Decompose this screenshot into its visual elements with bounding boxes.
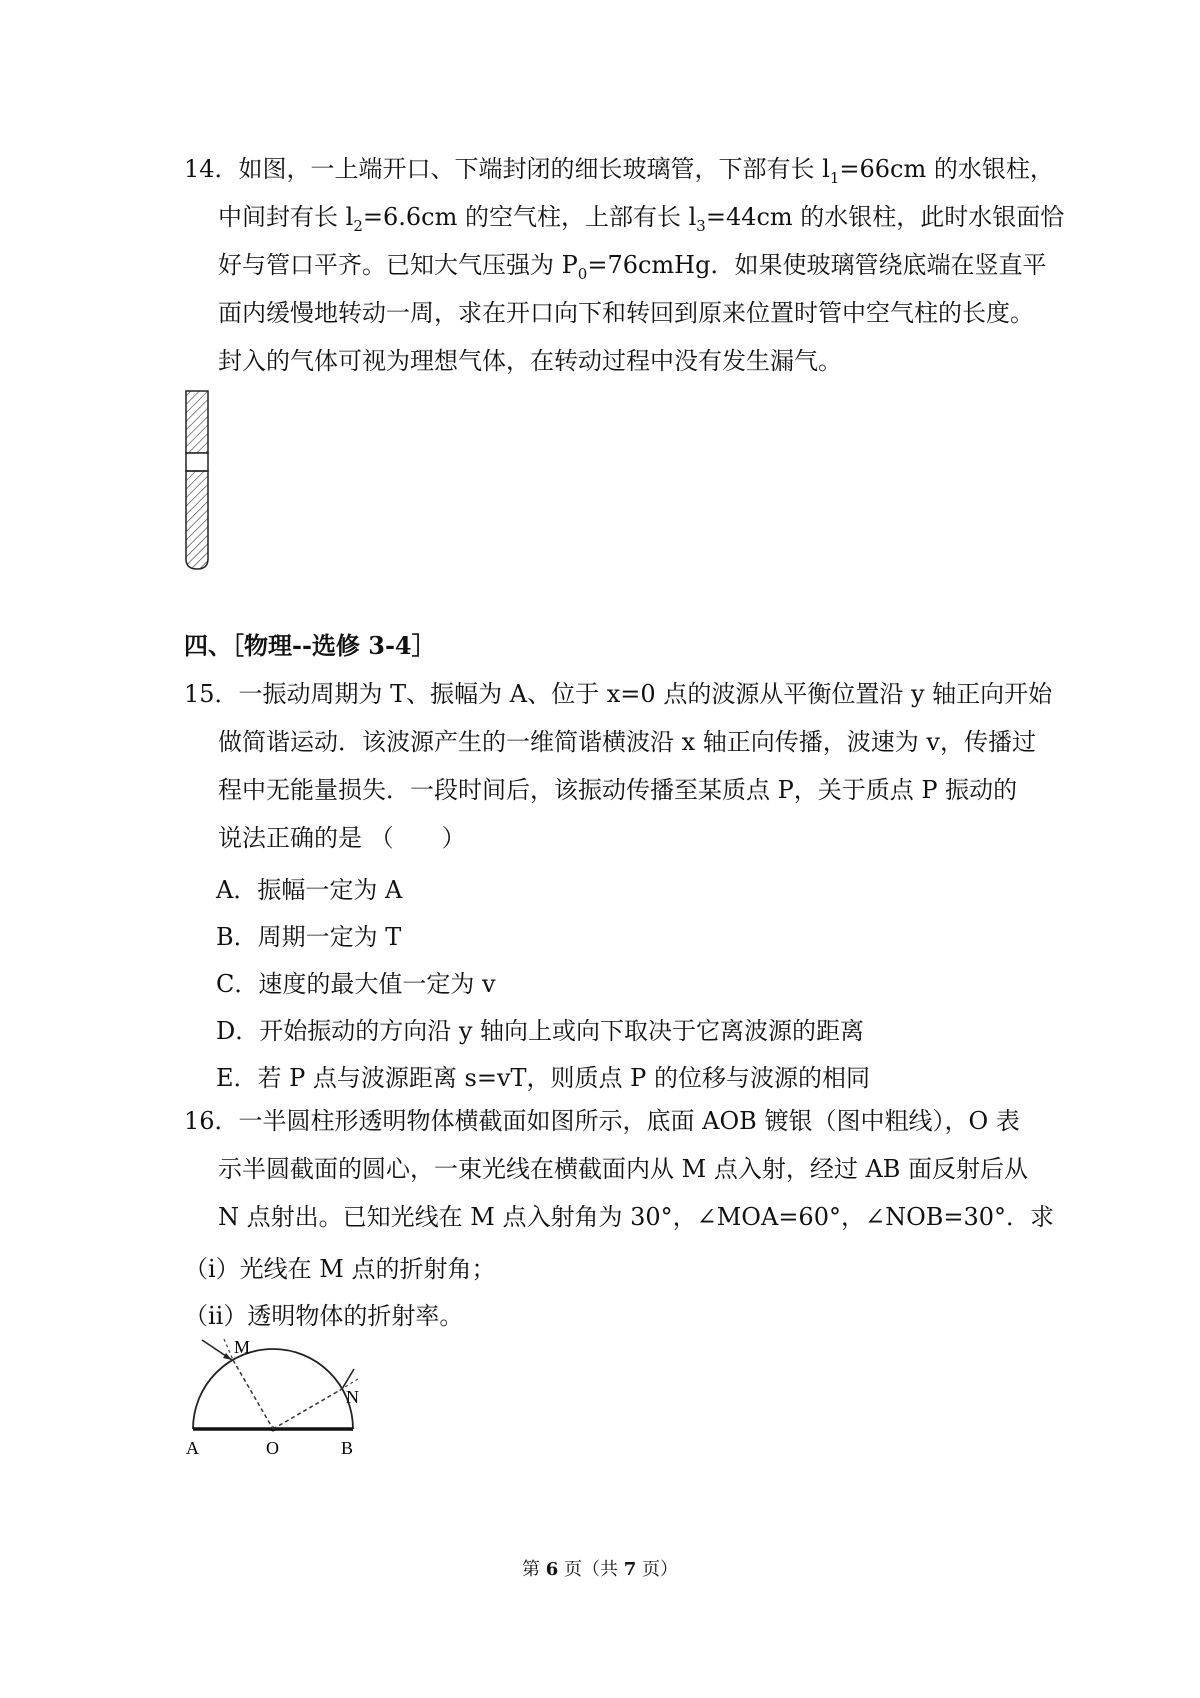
- section-heading: 四、［物理--选修 3-4］: [184, 631, 436, 660]
- label-a: A: [186, 1438, 199, 1458]
- exit-ray: [342, 1369, 354, 1389]
- q14-line-1: 14．如图，一上端开口、下端封闭的细长玻璃管，下部有长 $l_1=66cm$ 的水银柱，: [184, 155, 1054, 187]
- q15-option-a: A．振幅一定为 A: [216, 876, 403, 904]
- refracted-ray-m-to-o: [233, 1360, 273, 1429]
- q16-line-3: N 点射出。已知光线在 M 点入射角为 30°，∠MOA=60°，∠NOB=30°．求: [218, 1203, 1055, 1231]
- q16-subquestion-1: （ⅰ）光线在 M 点的折射角；: [184, 1255, 496, 1283]
- q15-option-c: C．速度的最大值一定为 v: [216, 970, 496, 998]
- q14-line-5: 封入的气体可视为理想气体，在转动过程中没有发生漏气。: [218, 347, 842, 375]
- label-o: O: [266, 1438, 279, 1458]
- q14-line-4: 面内缓慢地转动一周，求在开口向下和转回到原来位置时管中空气柱的长度。: [218, 299, 1034, 327]
- glass-tube-figure: [184, 389, 214, 573]
- q16-line-2: 示半圆截面的圆心，一束光线在横截面内从 M 点入射，经过 AB 面反射后从: [218, 1155, 1029, 1183]
- q15-option-d: D．开始振动的方向沿 y 轴向上或向下取决于它离波源的距离: [216, 1017, 865, 1045]
- q16-subquestion-2: （ⅱ）透明物体的折射率。: [184, 1302, 464, 1330]
- semicircle-optics-figure: [180, 1325, 380, 1460]
- semicircle-arc: [193, 1349, 353, 1429]
- q15-option-b: B．周期一定为 T: [216, 923, 402, 951]
- q15-line-3: 程中无能量损失．一段时间后，该振动传播至某质点 P，关于质点 P 振动的: [218, 776, 1018, 804]
- question-15: [184, 670, 1053, 862]
- label-b: B: [341, 1438, 354, 1458]
- q15-line-2: 做简谐运动．该波源产生的一维简谐横波沿 x 轴正向传播，波速为 v，传播过: [218, 728, 1036, 756]
- total-pages: 7: [623, 1559, 637, 1580]
- q15-line-1: 15．一振动周期为 T、振幅为 A、位于 x=0 点的波源从平衡位置沿 y 轴正向开始: [184, 680, 1053, 708]
- label-m: M: [234, 1337, 251, 1357]
- q14-line-2: 中间封有长 $l_2=6.6cm$ 的空气柱，上部有长 $l_3=44cm$ 的水银柱，此时水银面恰: [218, 203, 1065, 235]
- page-number: 6: [545, 1559, 559, 1580]
- reflected-ray-o-to-n: [273, 1389, 342, 1429]
- q14-line-3: 好与管口平齐。已知大气压强为 $P_0=76cmHg$．如果使玻璃管绕底端在竖直平: [218, 251, 1047, 283]
- label-n: N: [346, 1387, 359, 1407]
- question-14: [184, 145, 1065, 385]
- q16-line-1: 16．一半圆柱形透明物体横截面如图所示，底面 AOB 镀银（图中粗线），O 表: [184, 1107, 1020, 1135]
- mercury-column-bottom: [186, 471, 208, 569]
- air-column: [186, 453, 208, 471]
- page-footer: 第 6 页（共 7 页）: [522, 1559, 678, 1580]
- q15-option-e: E．若 P 点与波源距离 s=vT，则质点 P 的位移与波源的相同: [216, 1064, 870, 1092]
- question-16: [184, 1097, 1055, 1241]
- q15-line-4: 说法正确的是 （ ）: [218, 824, 466, 852]
- mercury-column-top: [186, 391, 208, 453]
